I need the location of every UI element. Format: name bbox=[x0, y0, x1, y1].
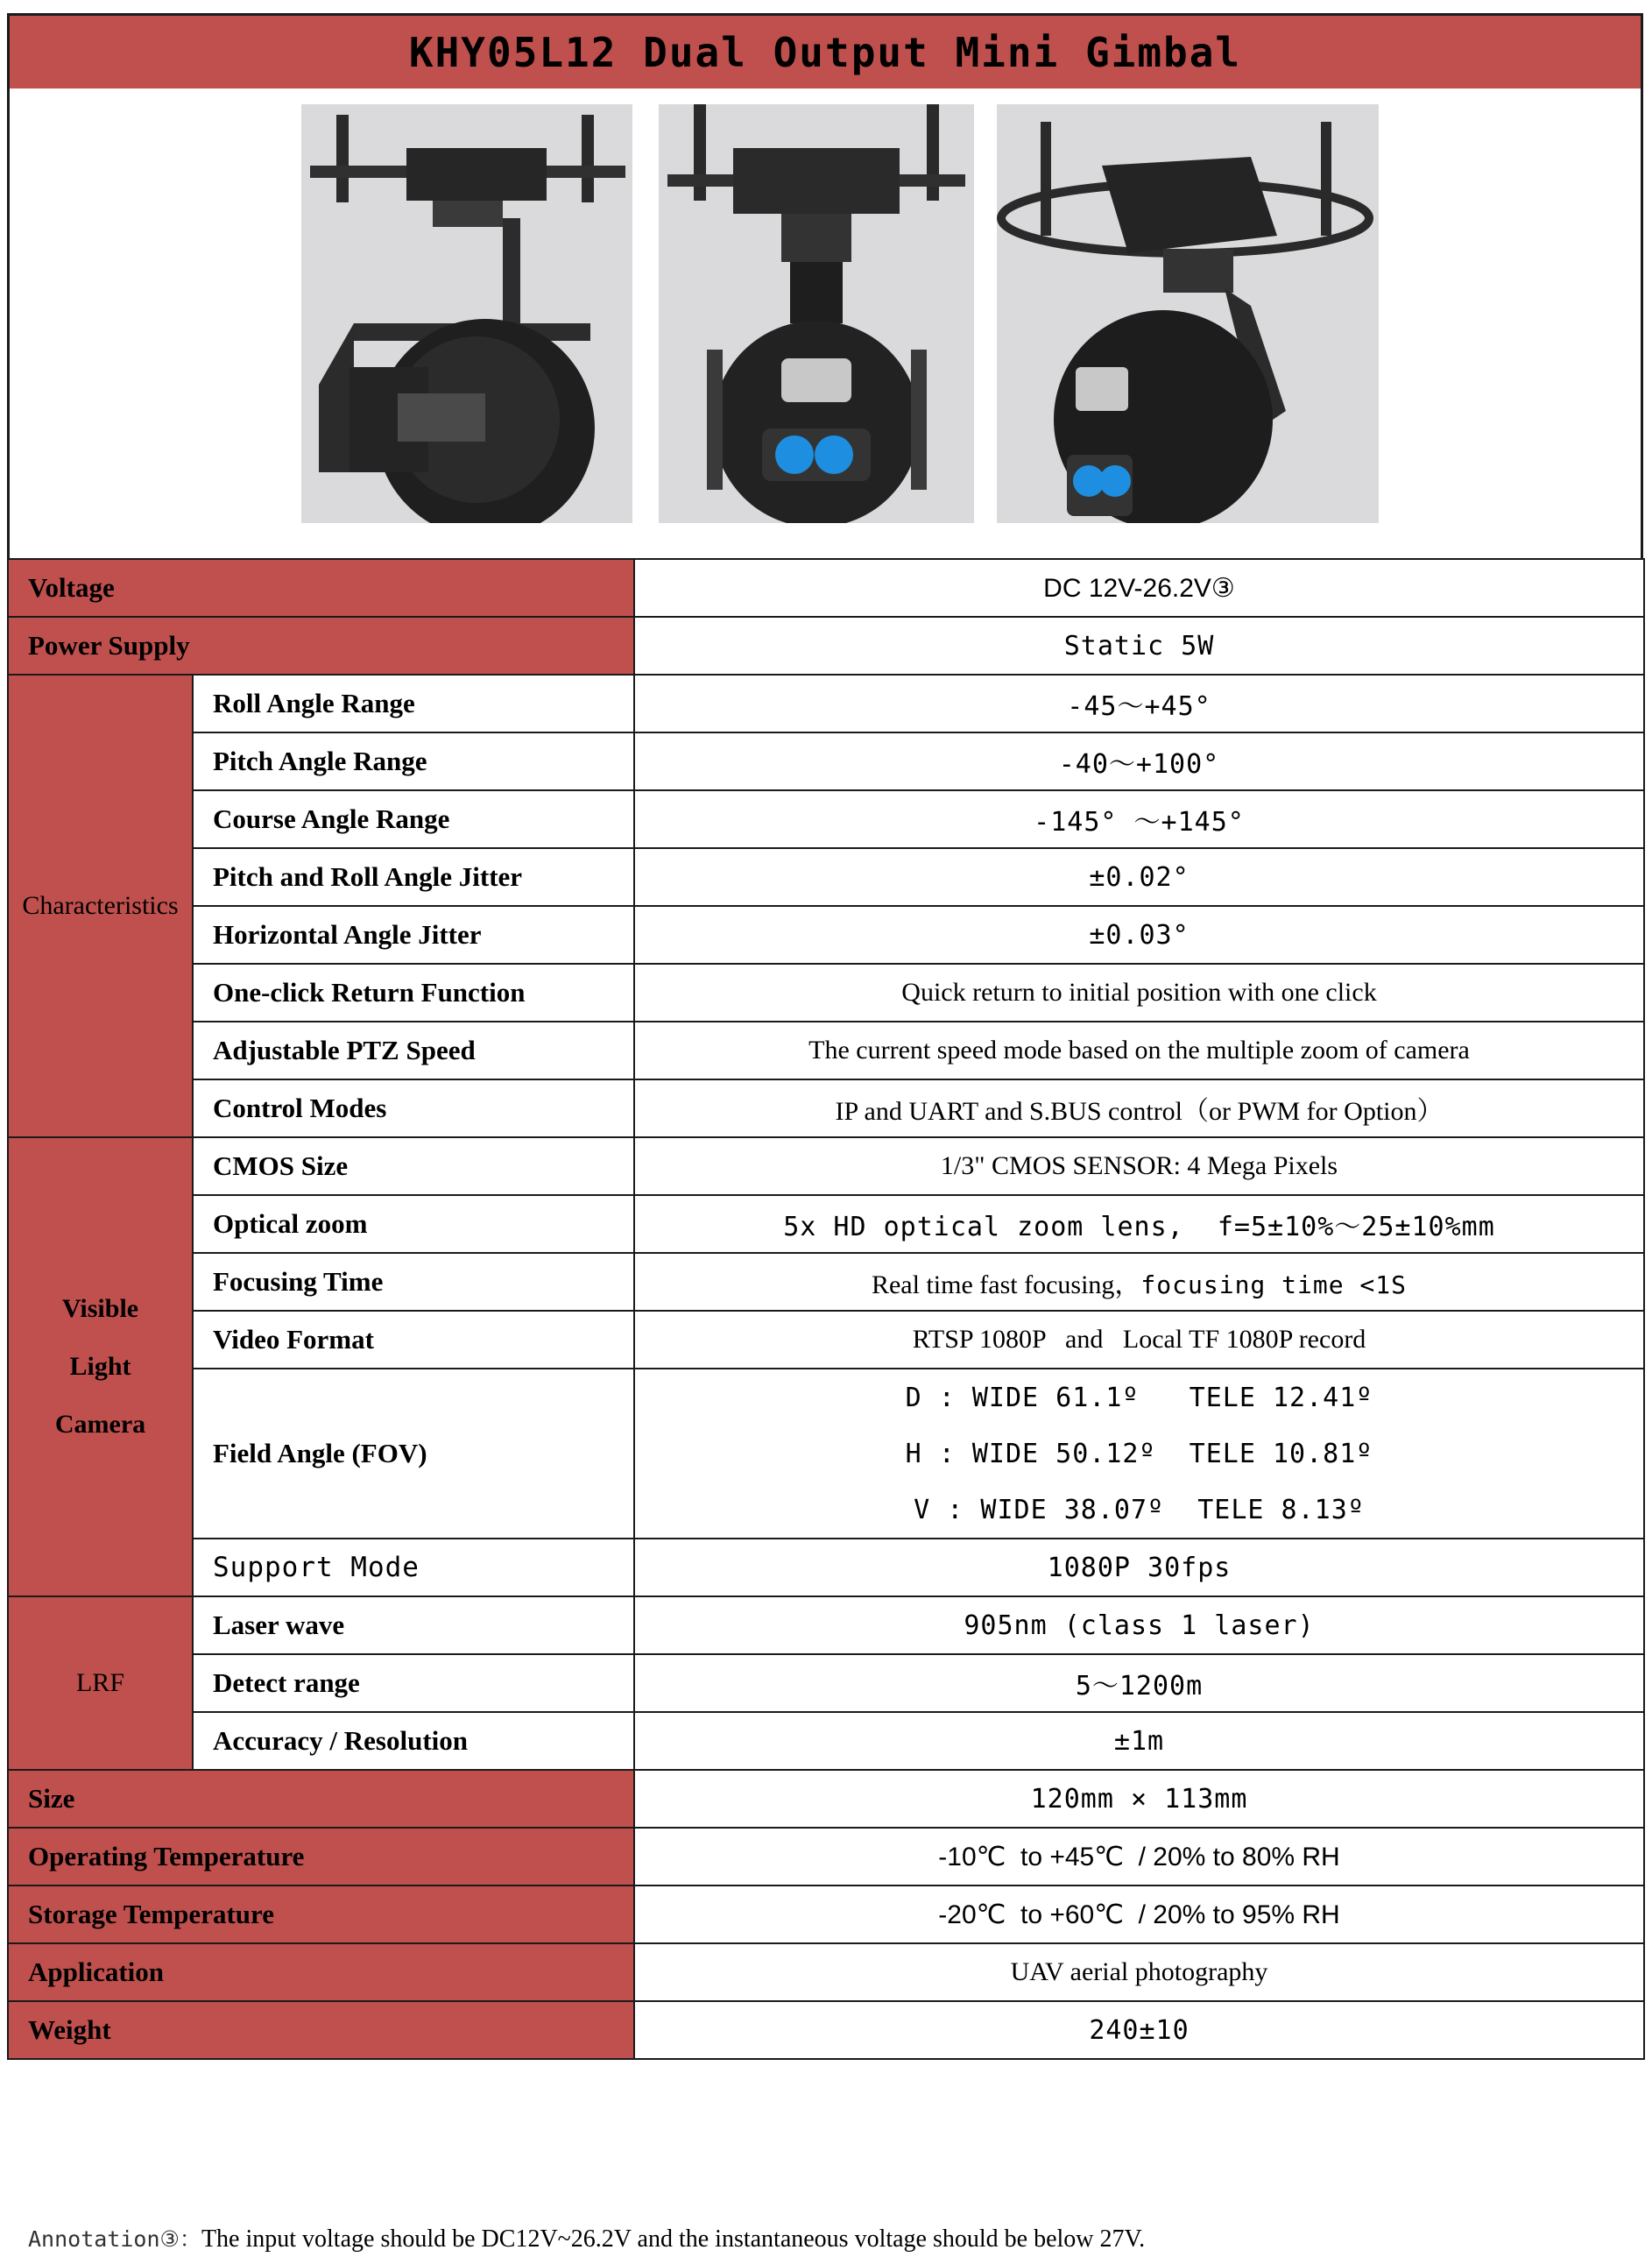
row-label: Weight bbox=[8, 2001, 634, 2059]
row-value: -45～+45° bbox=[634, 675, 1644, 732]
footnote-text: The input voltage should be DC12V~26.2V and the instantaneous voltage should be below 27V. bbox=[201, 2225, 1146, 2253]
row-label: One-click Return Function bbox=[193, 964, 634, 1022]
group-label-characteristics: Characteristics bbox=[8, 675, 193, 1137]
row-label: Adjustable PTZ Speed bbox=[193, 1022, 634, 1079]
table-row bbox=[8, 1596, 1644, 1654]
row-label: Operating Temperature bbox=[8, 1828, 634, 1886]
row-label: Optical zoom bbox=[193, 1195, 634, 1253]
row-label: Focusing Time bbox=[193, 1253, 634, 1311]
row-value: 240±10 bbox=[634, 2001, 1644, 2059]
group-label-lrf: LRF bbox=[8, 1596, 193, 1770]
table-row bbox=[8, 906, 1644, 964]
row-value: 1080P 30fps bbox=[634, 1539, 1644, 1596]
gimbal-front-view-image bbox=[659, 104, 974, 523]
group-label-camera: Visible Light Camera bbox=[8, 1137, 193, 1596]
row-value: UAV aerial photography bbox=[634, 1943, 1644, 2001]
row-label: Support Mode bbox=[193, 1539, 634, 1596]
row-label: Video Format bbox=[193, 1311, 634, 1369]
row-value: D : WIDE 61.1º TELE 12.41º bbox=[634, 1369, 1644, 1426]
page-title: KHY05L12 Dual Output Mini Gimbal bbox=[408, 28, 1242, 76]
footnote-label: Annotation③： bbox=[28, 2226, 201, 2252]
row-label: Application bbox=[8, 1943, 634, 2001]
row-label: Voltage bbox=[8, 559, 634, 617]
row-value: 120mm × 113mm bbox=[634, 1770, 1644, 1828]
row-value: RTSP 1080P and Local TF 1080P record bbox=[634, 1311, 1644, 1369]
row-label: Accuracy / Resolution bbox=[193, 1712, 634, 1770]
table-row bbox=[8, 2001, 1644, 2059]
spec-table bbox=[7, 558, 1645, 2060]
row-label: Power Supply bbox=[8, 617, 634, 675]
row-value: V : WIDE 38.07º TELE 8.13º bbox=[634, 1482, 1644, 1539]
table-row bbox=[8, 1943, 1644, 2001]
table-row bbox=[8, 964, 1644, 1022]
row-label: Control Modes bbox=[193, 1079, 634, 1137]
table-row bbox=[8, 1539, 1644, 1596]
row-value: ±1m bbox=[634, 1712, 1644, 1770]
footnote bbox=[28, 2222, 1145, 2253]
table-row bbox=[8, 1712, 1644, 1770]
row-label: Detect range bbox=[193, 1654, 634, 1712]
row-label: Storage Temperature bbox=[8, 1886, 634, 1943]
row-label: Pitch Angle Range bbox=[193, 732, 634, 790]
row-label: Horizontal Angle Jitter bbox=[193, 906, 634, 964]
row-value: -40～+100° bbox=[634, 732, 1644, 790]
focus-text-b: focusing time <1S bbox=[1140, 1270, 1407, 1299]
row-value: H : WIDE 50.12º TELE 10.81º bbox=[634, 1426, 1644, 1482]
table-row bbox=[8, 1195, 1644, 1253]
row-value: DC 12V-26.2V③ bbox=[634, 559, 1644, 617]
table-row bbox=[8, 617, 1644, 675]
row-value: Quick return to initial position with one click bbox=[634, 964, 1644, 1022]
row-value: 1/3" CMOS SENSOR: 4 Mega Pixels bbox=[634, 1137, 1644, 1195]
product-photos bbox=[7, 88, 1643, 558]
table-row bbox=[8, 1079, 1644, 1137]
row-label: Laser wave bbox=[193, 1596, 634, 1654]
table-row bbox=[8, 1886, 1644, 1943]
table-row bbox=[8, 790, 1644, 848]
table-row bbox=[8, 675, 1644, 732]
row-value: Static 5W bbox=[634, 617, 1644, 675]
table-row bbox=[8, 848, 1644, 906]
table-row bbox=[8, 559, 1644, 617]
table-row bbox=[8, 1770, 1644, 1828]
focus-text-a: Real time fast focusing， bbox=[871, 1270, 1141, 1299]
gimbal-perspective-view-image bbox=[997, 104, 1379, 523]
table-row bbox=[8, 1311, 1644, 1369]
row-label: Roll Angle Range bbox=[193, 675, 634, 732]
table-row bbox=[8, 1137, 1644, 1195]
row-value: 905nm (class 1 laser) bbox=[634, 1596, 1644, 1654]
table-row bbox=[8, 732, 1644, 790]
row-value: The current speed mode based on the multiple zoom of camera bbox=[634, 1022, 1644, 1079]
spec-sheet bbox=[7, 13, 1641, 2092]
row-value: ±0.02° bbox=[634, 848, 1644, 906]
row-label: Pitch and Roll Angle Jitter bbox=[193, 848, 634, 906]
row-value: IP and UART and S.BUS control（or PWM for Option） bbox=[634, 1079, 1644, 1137]
row-value: 5x HD optical zoom lens, f=5±10%～25±10%mm bbox=[634, 1195, 1644, 1253]
row-value: 5～1200m bbox=[634, 1654, 1644, 1712]
gimbal-side-view-image bbox=[301, 104, 632, 523]
row-value bbox=[634, 1253, 1644, 1311]
row-value: -20℃ to +60℃ / 20% to 95% RH bbox=[634, 1886, 1644, 1943]
table-row bbox=[8, 1654, 1644, 1712]
table-row bbox=[8, 1253, 1644, 1311]
table-row bbox=[8, 1828, 1644, 1886]
title-bar bbox=[7, 13, 1643, 91]
table-row bbox=[8, 1369, 1644, 1426]
row-value: ±0.03° bbox=[634, 906, 1644, 964]
row-value: -10℃ to +45℃ / 20% to 80% RH bbox=[634, 1828, 1644, 1886]
row-label: CMOS Size bbox=[193, 1137, 634, 1195]
table-row bbox=[8, 1022, 1644, 1079]
row-label: Size bbox=[8, 1770, 634, 1828]
row-label: Course Angle Range bbox=[193, 790, 634, 848]
row-value: -145° ～+145° bbox=[634, 790, 1644, 848]
row-label: Field Angle (FOV) bbox=[193, 1369, 634, 1539]
